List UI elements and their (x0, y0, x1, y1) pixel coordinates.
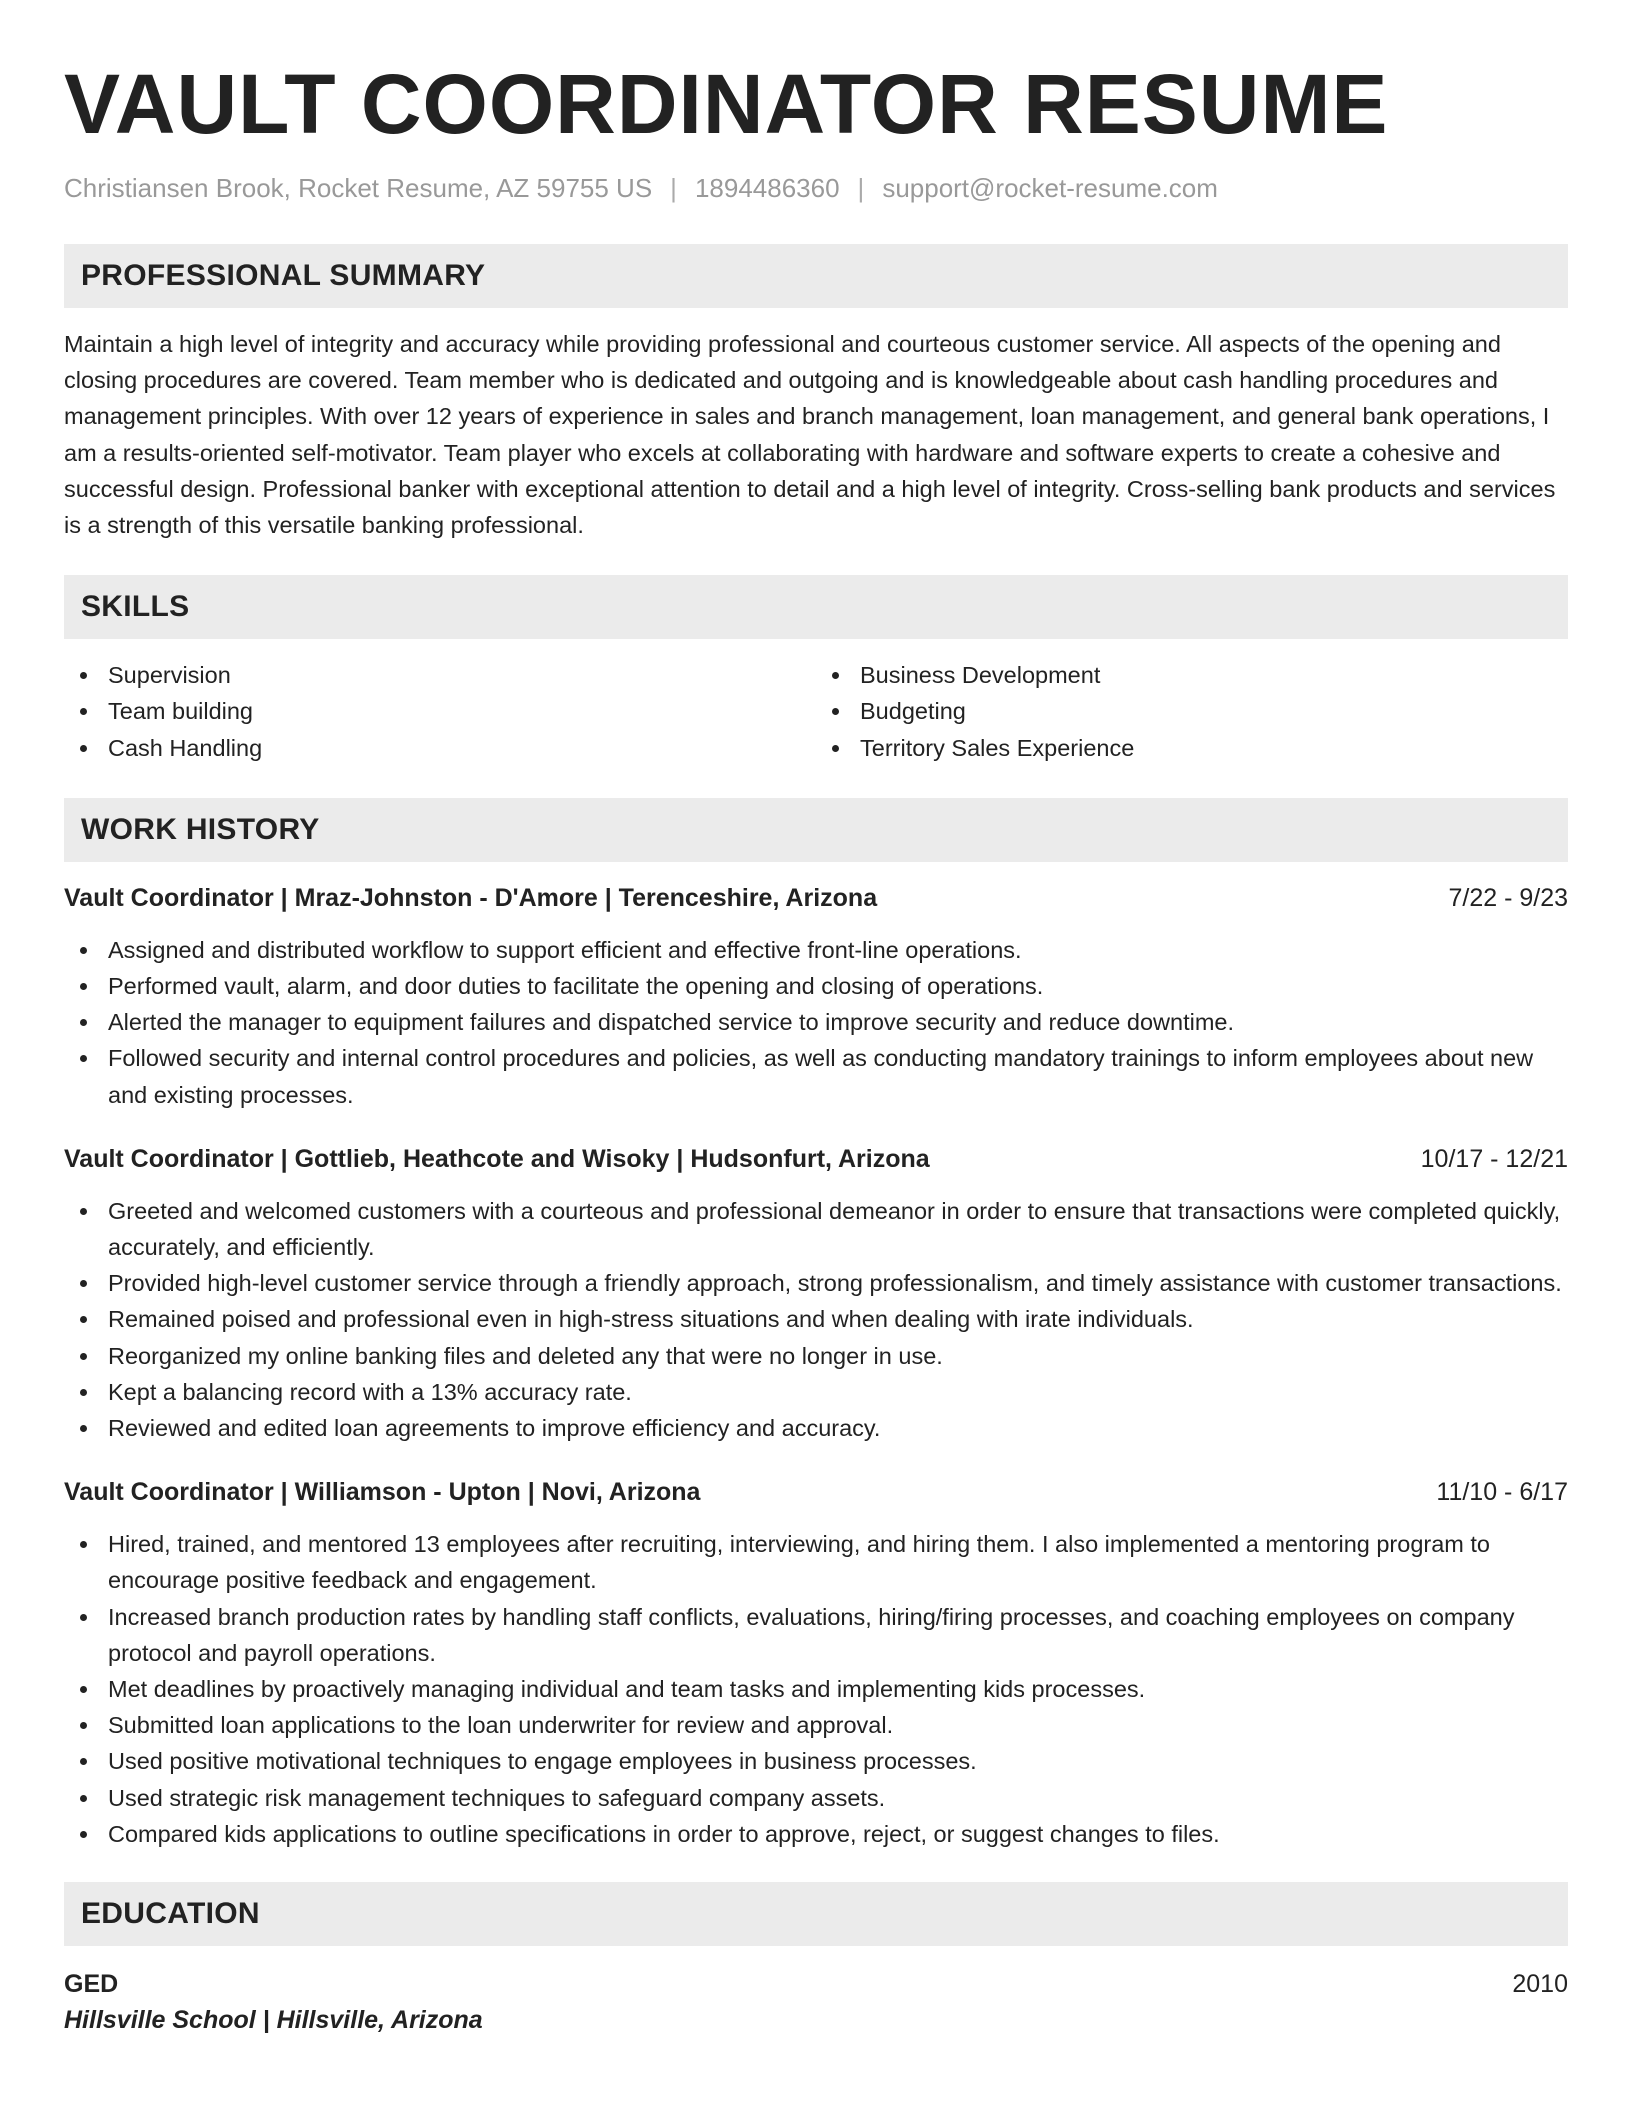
job-title: Vault Coordinator | Mraz-Johnston - D'Amore | Terenceshire, Arizona (64, 883, 878, 912)
list-item: Increased branch production rates by handling staff conflicts, evaluations, hiring/firing processes, and coaching employees on company protocol and payroll operations. (64, 1599, 1568, 1671)
education-header (64, 1968, 1568, 2000)
summary-text: Maintain a high level of integrity and accuracy while providing professional and courteous customer service. All aspects of the opening and closing procedures are covered. Team member who is dedicated and outgoing and is knowledgeable about cash handling procedures and management principles. With over 12 years of experience in sales and branch management, loan management, and general bank operations, I am a results-oriented self-motivator. Team player who excels at collaborating with hardware and software experts to create a cohesive and successful design. Professional banker with exceptional attention to detail and a high level of integrity. Cross-selling bank products and services is a strength of this versatile banking professional. (64, 331, 1556, 539)
skill-item: Territory Sales Experience (816, 730, 1568, 766)
job-title: Vault Coordinator | Williamson - Upton | Novi, Arizona (64, 1478, 701, 1507)
section-heading-summary: PROFESSIONAL SUMMARY (64, 244, 1568, 308)
job-bullets (64, 1193, 1568, 1446)
list-item: Assigned and distributed workflow to support efficient and effective front-line operations. (64, 932, 1568, 968)
skill-item: Cash Handling (64, 730, 816, 766)
contact-line (64, 172, 1568, 204)
list-item: Used strategic risk management techniques to safeguard company assets. (64, 1780, 1568, 1816)
list-item: Hired, trained, and mentored 13 employees after recruiting, interviewing, and hiring them. I also implemented a mentoring program to encourage positive feedback and engagement. (64, 1526, 1568, 1598)
job-title: Vault Coordinator | Gottlieb, Heathcote and Wisoky | Hudsonfurt, Arizona (64, 1144, 930, 1173)
job-dates: 10/17 - 12/21 (1420, 1144, 1568, 1173)
skill-item: Budgeting (816, 693, 1568, 729)
list-item: Compared kids applications to outline specifications in order to approve, reject, or suggest changes to files. (64, 1816, 1568, 1852)
education-degree: GED (64, 1970, 119, 1999)
list-item: Performed vault, alarm, and door duties to facilitate the opening and closing of operations. (64, 968, 1568, 1004)
contact-separator: | (857, 173, 865, 203)
section-heading-skills: SKILLS (64, 575, 1568, 639)
contact-email: support@rocket-resume.com (882, 173, 1218, 203)
list-item: Provided high-level customer service through a friendly approach, strong professionalism, and timely assistance with customer transactions. (64, 1265, 1568, 1301)
job-entry (64, 1143, 1568, 1446)
section-heading-education: EDUCATION (64, 1882, 1568, 1946)
list-item: Kept a balancing record with a 13% accuracy rate. (64, 1374, 1568, 1410)
job-header (64, 1476, 1568, 1508)
skill-item: Team building (64, 693, 816, 729)
skills-column-right (816, 657, 1568, 766)
job-header (64, 882, 1568, 914)
list-item: Met deadlines by proactively managing individual and team tasks and implementing kids processes. (64, 1671, 1568, 1707)
section-heading-work: WORK HISTORY (64, 798, 1568, 862)
list-item: Alerted the manager to equipment failures and dispatched service to improve security and reduce downtime. (64, 1004, 1568, 1040)
skill-item: Business Development (816, 657, 1568, 693)
contact-separator: | (670, 173, 677, 203)
contact-phone: 1894486360 (694, 173, 840, 203)
education-school: Hillsville School | Hillsville, Arizona (64, 2006, 483, 2035)
job-header (64, 1143, 1568, 1175)
list-item: Followed security and internal control procedures and policies, as well as conducting mandatory trainings to inform employees about new and existing processes. (64, 1040, 1568, 1112)
skills-column-left (64, 657, 816, 766)
list-item: Greeted and welcomed customers with a courteous and professional demeanor in order to ensure that transactions were completed quickly, accurately, and efficiently. (64, 1193, 1568, 1265)
list-item: Used positive motivational techniques to engage employees in business processes. (64, 1743, 1568, 1779)
job-entry (64, 882, 1568, 1113)
list-item: Reviewed and edited loan agreements to improve efficiency and accuracy. (64, 1410, 1568, 1446)
job-dates: 11/10 - 6/17 (1436, 1478, 1568, 1507)
list-item: Remained poised and professional even in high-stress situations and when dealing with irate individuals. (64, 1301, 1568, 1337)
job-bullets (64, 1526, 1568, 1852)
skill-item: Supervision (64, 657, 816, 693)
job-bullets (64, 932, 1568, 1113)
page-title: VAULT COORDINATOR RESUME (64, 57, 1389, 151)
list-item: Submitted loan applications to the loan underwriter for review and approval. (64, 1707, 1568, 1743)
job-entry (64, 1476, 1568, 1852)
job-dates: 7/22 - 9/23 (1448, 883, 1568, 912)
education-year: 2010 (1512, 1970, 1568, 1999)
list-item: Reorganized my online banking files and deleted any that were no longer in use. (64, 1338, 1568, 1374)
contact-address: Christiansen Brook, Rocket Resume, AZ 59755 US (64, 173, 653, 203)
skills-list (64, 657, 1568, 766)
